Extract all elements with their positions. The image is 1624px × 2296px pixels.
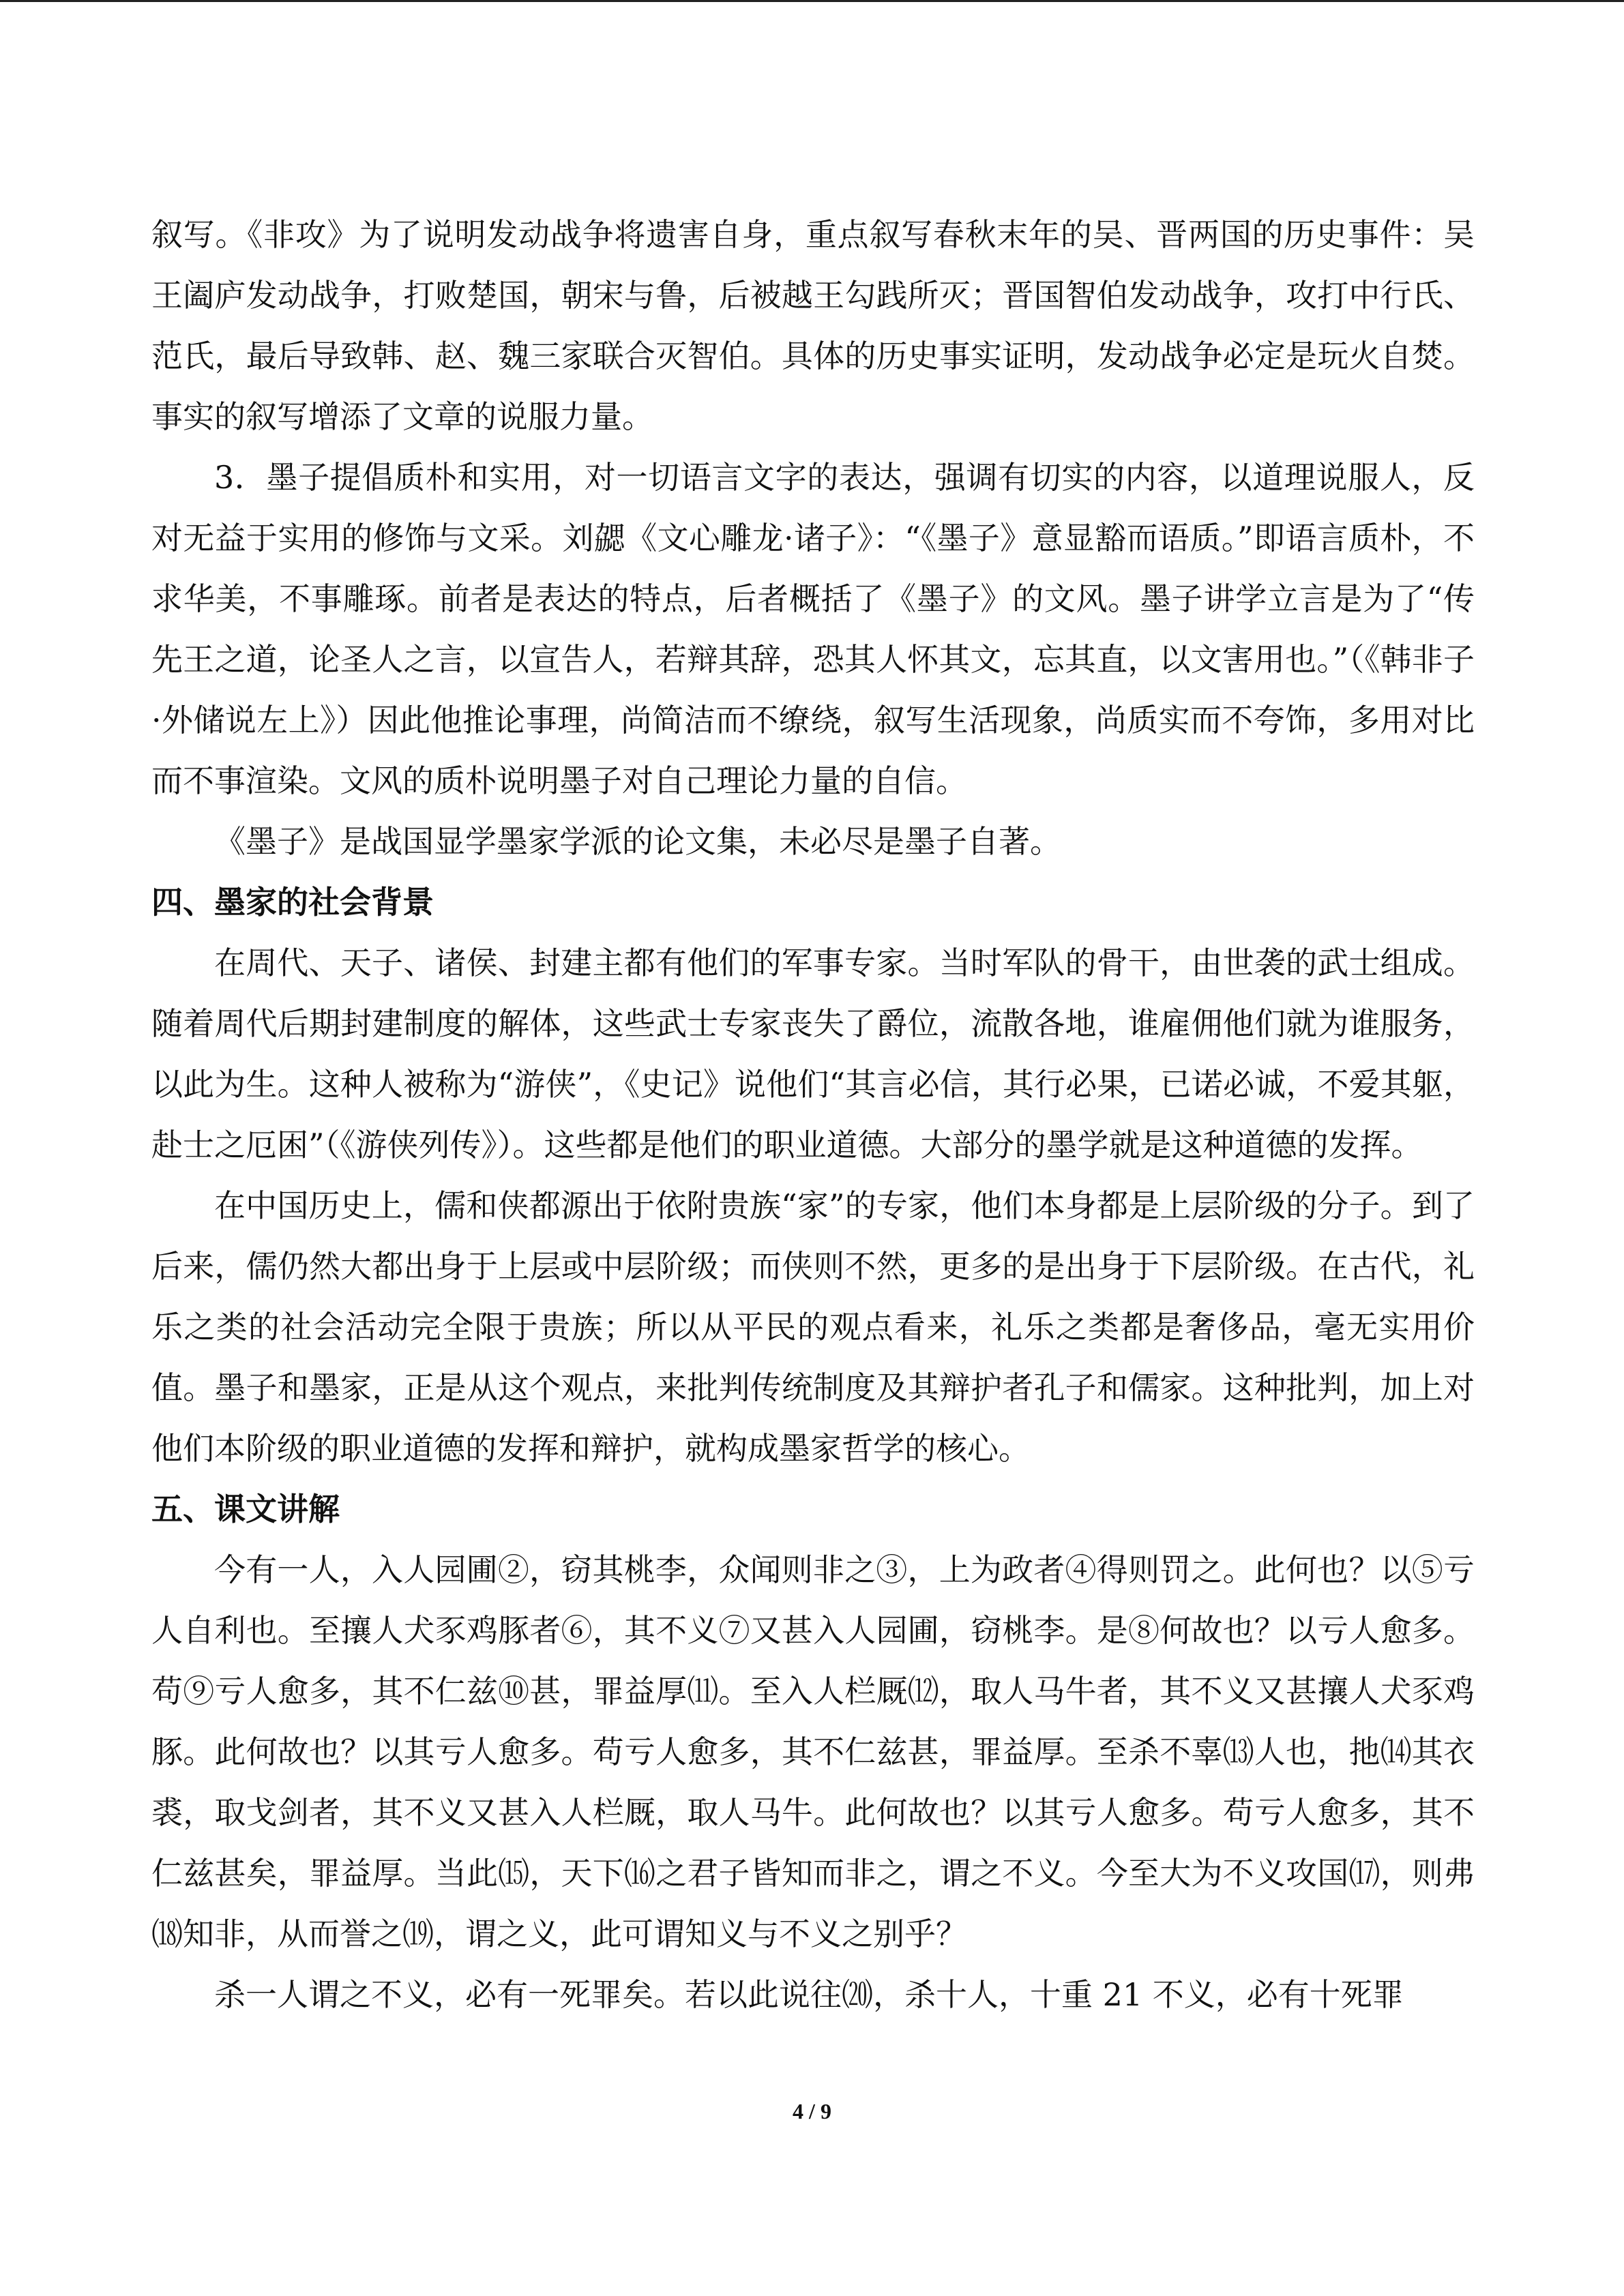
section-heading-social-background: 四、墨家的社会背景	[151, 884, 434, 921]
paragraph-kill-one-man: 杀一人谓之不义，必有一死罪矣。若以此说往⒇，杀十人，十重 21 不义，必有十死罪	[214, 1976, 1404, 2013]
top-border-line	[0, 0, 1624, 2]
document-page	[151, 205, 1475, 2025]
paragraph-plain-style: 3．墨子提倡质朴和实用，对一切语言文字的表达，强调有切实的内容，以道理说服人，反对无益于实用的修饰与文采。刘勰《文心雕龙·诸子》：“《墨子》意显豁而语质。”即语言质朴，不求华美，不事雕琢。前者是表达的特点，后者概括了《墨子》的文风。墨子讲学立言是为了“传先王之道，论圣人之言，以宣告人，若辩其辞，恐其人怀其文，忘其直，以文害用也。”（《韩非子·外储说左上》）因此他推论事理，尚简洁而不缭绕，叙写生活现象，尚质实而不夸饰，多用对比而不事渲染。文风的质朴说明墨子对自己理论力量的自信。	[151, 459, 1475, 799]
section-heading-text-explanation: 五、课文讲解	[151, 1491, 340, 1527]
paragraph-ru-and-xia: 在中国历史上，儒和侠都源出于依附贵族“家”的专家，他们本身都是上层阶级的分子。到了后来，儒仍然大都出身于上层或中层阶级；而侠则不然，更多的是出身于下层阶级。在古代，礼乐之类的社会活动完全限于贵族；所以从平民的观点看来，礼乐之类都是奢侈品，毫无实用价值。墨子和墨家，正是从这个观点，来批判传统制度及其辩护者孔子和儒家。这种批判，加上对他们本阶级的职业道德的发挥和辩护，就构成墨家哲学的核心。	[151, 1187, 1475, 1467]
page-number: 4 / 9	[793, 2099, 831, 2123]
paragraph-war-narration: 叙写。《非攻》为了说明发动战争将遗害自身，重点叙写春秋末年的吴、晋两国的历史事件：吴王阖庐发动战争，打败楚国，朝宋与鲁，后被越王勾践所灭；晋国智伯发动战争，攻打中行氏、范氏，最后导致韩、赵、魏三家联合灭智伯。具体的历史事实证明，发动战争必定是玩火自焚。事实的叙写增添了文章的说服力量。	[151, 216, 1475, 435]
paragraph-mozi-collection: 《墨子》是战国显学墨家学派的论文集，未必尽是墨子自著。	[214, 823, 1061, 860]
paragraph-youxia: 在周代、天子、诸侯、封建主都有他们的军事专家。当时军队的骨干，由世袭的武士组成。随着周代后期封建制度的解体，这些武士专家丧失了爵位，流散各地，谁雇佣他们就为谁服务，以此为生。这种人被称为“游侠”，《史记》说他们“其言必信，其行必果，已诺必诚，不爱其躯，赴士之厄困”（《游侠列传》）。这些都是他们的职业道德。大部分的墨学就是这种道德的发挥。	[151, 944, 1475, 1163]
paragraph-feigong-text: 今有一人，入人园圃②，窃其桃李，众闻则非之③，上为政者④得则罚之。此何也？以⑤亏人自利也。至攘人犬豕鸡豚者⑥，其不义⑦又甚入人园圃，窃桃李。是⑧何故也？以亏人愈多。苟⑨亏人愈多，其不仁兹⑩甚，罪益厚⑾。至入人栏厩⑿，取人马牛者，其不义又甚攘人犬豕鸡豚。此何故也？以其亏人愈多。苟亏人愈多，其不仁兹甚，罪益厚。至杀不辜⒀人也，扡⒁其衣裘，取戈剑者，其不义又甚入人栏厩，取人马牛。此何故也？以其亏人愈多。苟亏人愈多，其不仁兹甚矣，罪益厚。当此⒂，天下⒃之君子皆知而非之，谓之不义。今至大为不义攻国⒄，则弗⒅知非，从而誉之⒆，谓之义，此可谓知义与不义之别乎？	[151, 1551, 1475, 1952]
